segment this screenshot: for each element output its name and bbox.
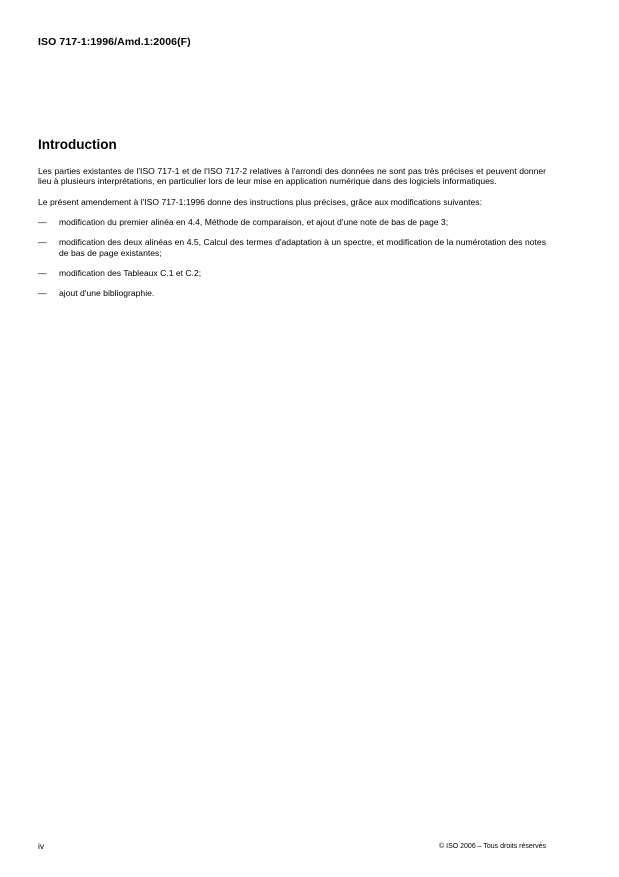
- copyright-notice: © ISO 2006 – Tous droits réservés: [439, 843, 546, 850]
- list-item-text: modification du premier alinéa en 4.4, Méthode de comparaison, et ajout d'une note de bas de page 3;: [59, 217, 449, 228]
- list-item: [38, 237, 546, 258]
- list-item-text: ajout d'une bibliographie.: [59, 288, 155, 299]
- list-item-text: modification des deux alinéas en 4.5, Calcul des termes d'adaptation à un spectre, et modification de la numérotation des notes de bas de page existantes;: [59, 237, 546, 258]
- modifications-list: [38, 217, 546, 298]
- introduction-body: [38, 166, 546, 308]
- dash-bullet: —: [38, 268, 47, 279]
- paragraph-1: Les parties existantes de l'ISO 717-1 et de l'ISO 717-2 relatives à l'arrondi des données ne sont pas très précises et peuvent donner lieu à plusieurs interprétations, en particulier lors de leur mise en application numérique dans des logiciels informatiques.: [38, 166, 546, 187]
- dash-bullet: —: [38, 217, 47, 228]
- paragraph-2: Le présent amendement à l'ISO 717-1:1996 donne des instructions plus précises, grâce aux modifications suivantes:: [38, 196, 482, 207]
- dash-bullet: —: [38, 237, 47, 248]
- document-id-header: ISO 717-1:1996/Amd.1:2006(F): [38, 36, 191, 48]
- section-title: Introduction: [38, 137, 117, 152]
- page-number: iv: [38, 841, 45, 851]
- list-item-text: modification des Tableaux C.1 et C.2;: [59, 268, 202, 279]
- dash-bullet: —: [38, 288, 47, 299]
- list-item: [38, 288, 546, 298]
- list-item: [38, 268, 546, 278]
- list-item: [38, 217, 546, 227]
